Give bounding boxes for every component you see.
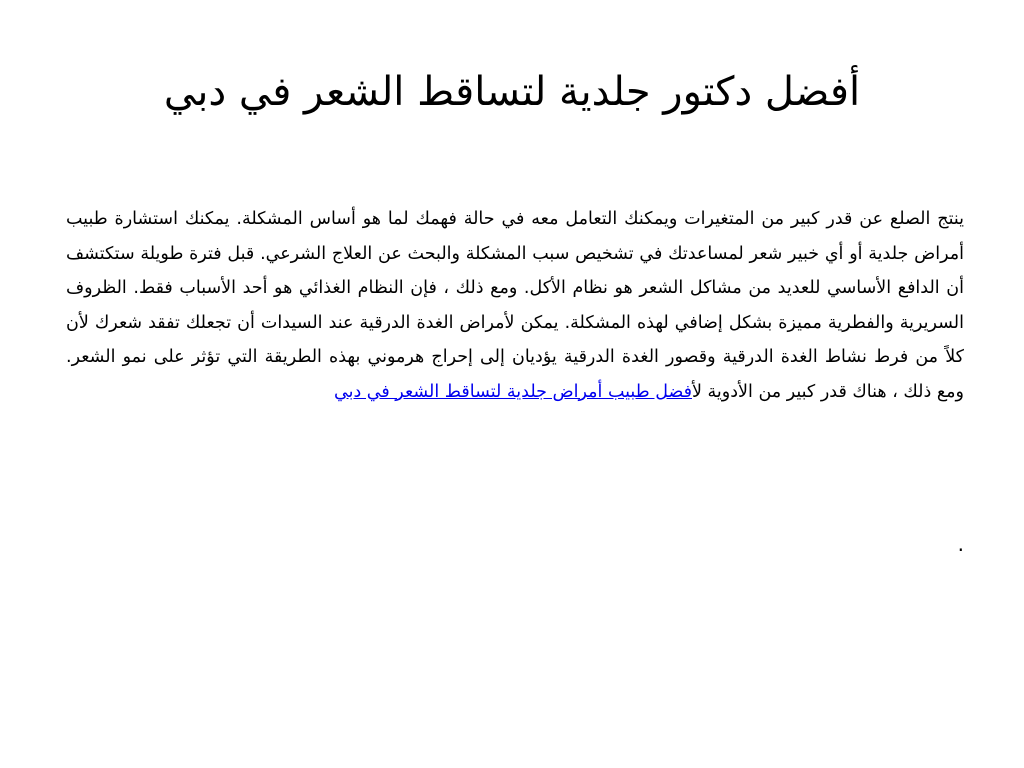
body-paragraph — [66, 202, 964, 409]
dermatologist-link[interactable]: أفضل طبيب أمراض جلدية لتساقط الشعر في دبي — [333, 381, 692, 402]
trailing-period: . — [957, 532, 964, 556]
body-text: ينتج الصلع عن قدر كبير من المتغيرات ويمكنك التعامل معه في حالة فهمك لما هو أساس المشكلة. يمكنك استشارة طبيب أمراض جلدية أو أي خبير شعر لمساعدتك في تشخيص سبب المشكلة والبحث عن العلاج الشرعي. قبل فترة طويلة ستكتشف أن الدافع الأساسي للعديد من مشاكل الشعر هو نظام الأكل. ومع ذلك ، فإن النظام الغذائي هو أحد الأسباب فقط. الظروف السريرية والفطرية مميزة بشكل إضافي لهذه المشكلة. يمكن لأمراض الغدة الدرقية عند السيدات أن تجعلك تفقد شعرك لأن كلاً من فرط نشاط الغدة الدرقية وقصور الغدة الدرقية يؤديان إلى إحراج هرموني بهذه الطريقة التي تؤثر على نمو الشعر. ومع ذلك ، هناك قدر كبير من الأدوية ل — [66, 209, 964, 402]
slide-title: أفضل دكتور جلدية لتساقط الشعر في دبي — [163, 69, 861, 115]
